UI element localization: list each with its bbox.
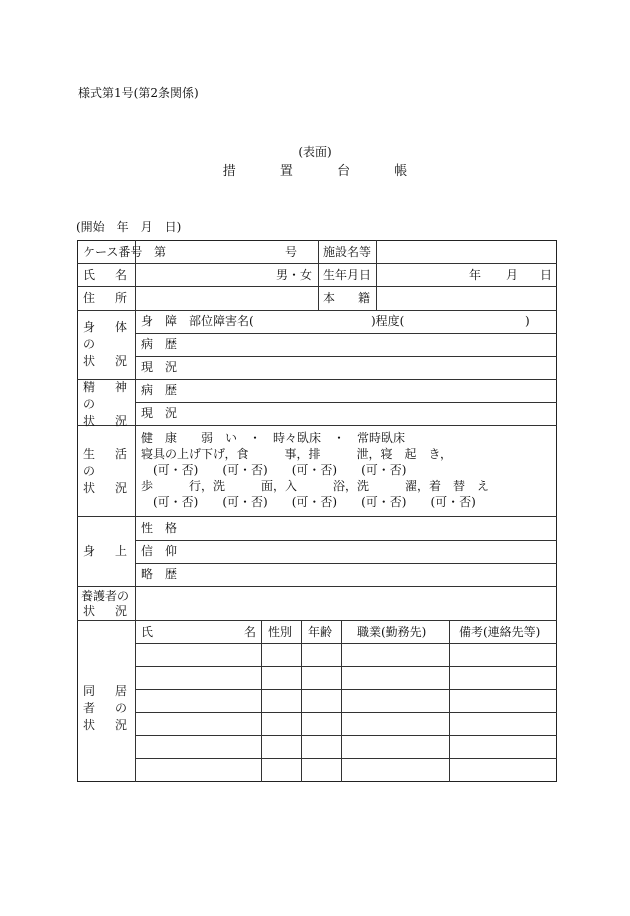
row-divider bbox=[135, 563, 557, 564]
row-divider bbox=[135, 333, 557, 334]
label-char: の bbox=[83, 397, 96, 411]
label-char: 生 bbox=[83, 447, 96, 461]
label-char: 同 bbox=[83, 684, 96, 698]
col-header-name-b: 名 bbox=[244, 625, 257, 639]
column-divider bbox=[301, 620, 302, 782]
row-divider bbox=[135, 712, 557, 713]
guardian-status-label bbox=[83, 604, 127, 618]
label-char: の bbox=[83, 337, 96, 351]
column-divider bbox=[261, 620, 262, 782]
label-char: 氏 bbox=[83, 268, 96, 282]
adl-line-1: 寝具の上げ下げ，食 事，排 泄，寝 起 き， bbox=[141, 447, 453, 461]
row-divider bbox=[77, 425, 557, 426]
health-line: 健 康 弱 い ・ 時々臥床 ・ 常時臥床 bbox=[141, 431, 406, 445]
form-number-label: 様式第1号(第2条関係) bbox=[78, 86, 199, 100]
label-char: 状 bbox=[83, 718, 96, 732]
row-divider bbox=[77, 263, 557, 264]
label-char: 状 bbox=[83, 481, 96, 495]
label-char: 精 bbox=[83, 380, 96, 394]
sex-options: 男・女 bbox=[276, 268, 313, 282]
side-label: (表面) bbox=[298, 145, 332, 159]
row-divider bbox=[77, 310, 557, 311]
label-char: 名 bbox=[114, 268, 127, 282]
facility-label: 施設名等 bbox=[323, 245, 372, 259]
label-char: 居 bbox=[114, 684, 127, 698]
dob-year: 年 bbox=[469, 268, 482, 282]
label-char: 状 bbox=[83, 414, 96, 428]
row-divider bbox=[135, 758, 557, 759]
title-char: 置 bbox=[279, 164, 293, 179]
row-divider bbox=[135, 735, 557, 736]
label-char: 身 bbox=[83, 544, 96, 558]
start-date-line: (開始 年 月 日) bbox=[76, 220, 182, 234]
case-number-dai: 第 bbox=[154, 245, 167, 259]
character-label: 性 格 bbox=[141, 521, 178, 535]
col-header-name-a: 氏 bbox=[141, 625, 154, 639]
personal-label bbox=[83, 544, 127, 558]
label-char: 状 bbox=[83, 354, 96, 368]
label-char: 況 bbox=[114, 414, 127, 428]
document-title bbox=[0, 160, 630, 179]
physical-history-label: 病 歴 bbox=[141, 337, 178, 351]
title-char: 台 bbox=[337, 164, 351, 179]
row-divider bbox=[135, 689, 557, 690]
honseki-label bbox=[323, 291, 370, 305]
label-char: 身 bbox=[83, 320, 96, 334]
row-divider bbox=[77, 379, 557, 380]
label-char: 況 bbox=[114, 718, 127, 732]
life-condition-label bbox=[83, 447, 127, 498]
background-label: 略 歴 bbox=[141, 567, 178, 581]
col-header-sex: 性別 bbox=[268, 625, 293, 639]
label-char: 況 bbox=[114, 481, 127, 495]
cohabitants-label bbox=[83, 684, 127, 735]
mental-history-label: 病 歴 bbox=[141, 383, 178, 397]
dob-day: 日 bbox=[540, 268, 553, 282]
label-char: 況 bbox=[114, 354, 127, 368]
label-char: 住 bbox=[83, 291, 96, 305]
column-divider bbox=[318, 240, 319, 310]
label-char: 者 bbox=[83, 701, 96, 715]
label-char: 上 bbox=[114, 544, 127, 558]
name-label bbox=[83, 268, 127, 282]
mental-condition-label bbox=[83, 380, 127, 431]
column-divider bbox=[341, 620, 342, 782]
title-char: 措 bbox=[222, 164, 236, 179]
faith-label: 信 仰 bbox=[141, 544, 178, 558]
row-divider bbox=[135, 540, 557, 541]
column-divider bbox=[449, 620, 450, 782]
adl-ability-1: (可・否) (可・否) (可・否) (可・否) bbox=[153, 463, 407, 477]
label-char: 籍 bbox=[357, 291, 370, 305]
disability-line: 身 障 部位障害名( bbox=[141, 314, 254, 328]
case-number-go: 号 bbox=[285, 245, 298, 259]
row-divider bbox=[77, 586, 557, 587]
address-label bbox=[83, 291, 127, 305]
row-divider bbox=[135, 402, 557, 403]
label-char: 神 bbox=[114, 380, 127, 394]
column-divider bbox=[135, 240, 136, 782]
degree-label: )程度( bbox=[371, 314, 405, 328]
row-divider bbox=[77, 516, 557, 517]
physical-condition-label bbox=[83, 320, 127, 371]
label-char: 況 bbox=[114, 604, 127, 618]
dob-label: 生年月日 bbox=[323, 268, 372, 282]
physical-current-label: 現 況 bbox=[141, 360, 178, 374]
label-char: 所 bbox=[114, 291, 127, 305]
label-char: 状 bbox=[83, 604, 96, 618]
label-char: 体 bbox=[114, 320, 127, 334]
col-header-note: 備考(連絡先等) bbox=[459, 625, 541, 639]
adl-line-2: 歩 行，洗 面，入 浴，洗 濯，着 替 え bbox=[141, 479, 490, 493]
label-char: 活 bbox=[114, 447, 127, 461]
mental-current-label: 現 況 bbox=[141, 406, 178, 420]
case-number-label: ケース番号 bbox=[83, 245, 143, 259]
row-divider bbox=[77, 620, 557, 621]
row-divider bbox=[135, 356, 557, 357]
label-char: の bbox=[83, 464, 96, 478]
col-header-age: 年齢 bbox=[308, 625, 333, 639]
row-divider bbox=[135, 666, 557, 667]
column-divider bbox=[376, 240, 377, 310]
label-char: 本 bbox=[323, 291, 336, 305]
degree-close: ) bbox=[525, 314, 530, 328]
adl-ability-2: (可・否) (可・否) (可・否) (可・否) (可・否) bbox=[153, 495, 476, 509]
title-char: 帳 bbox=[394, 164, 408, 179]
col-header-job: 職業(勤務先) bbox=[357, 625, 427, 639]
row-divider bbox=[77, 286, 557, 287]
dob-month: 月 bbox=[506, 268, 519, 282]
label-char: の bbox=[114, 701, 127, 715]
row-divider bbox=[135, 643, 557, 644]
guardian-label: 養護者の bbox=[81, 589, 130, 603]
